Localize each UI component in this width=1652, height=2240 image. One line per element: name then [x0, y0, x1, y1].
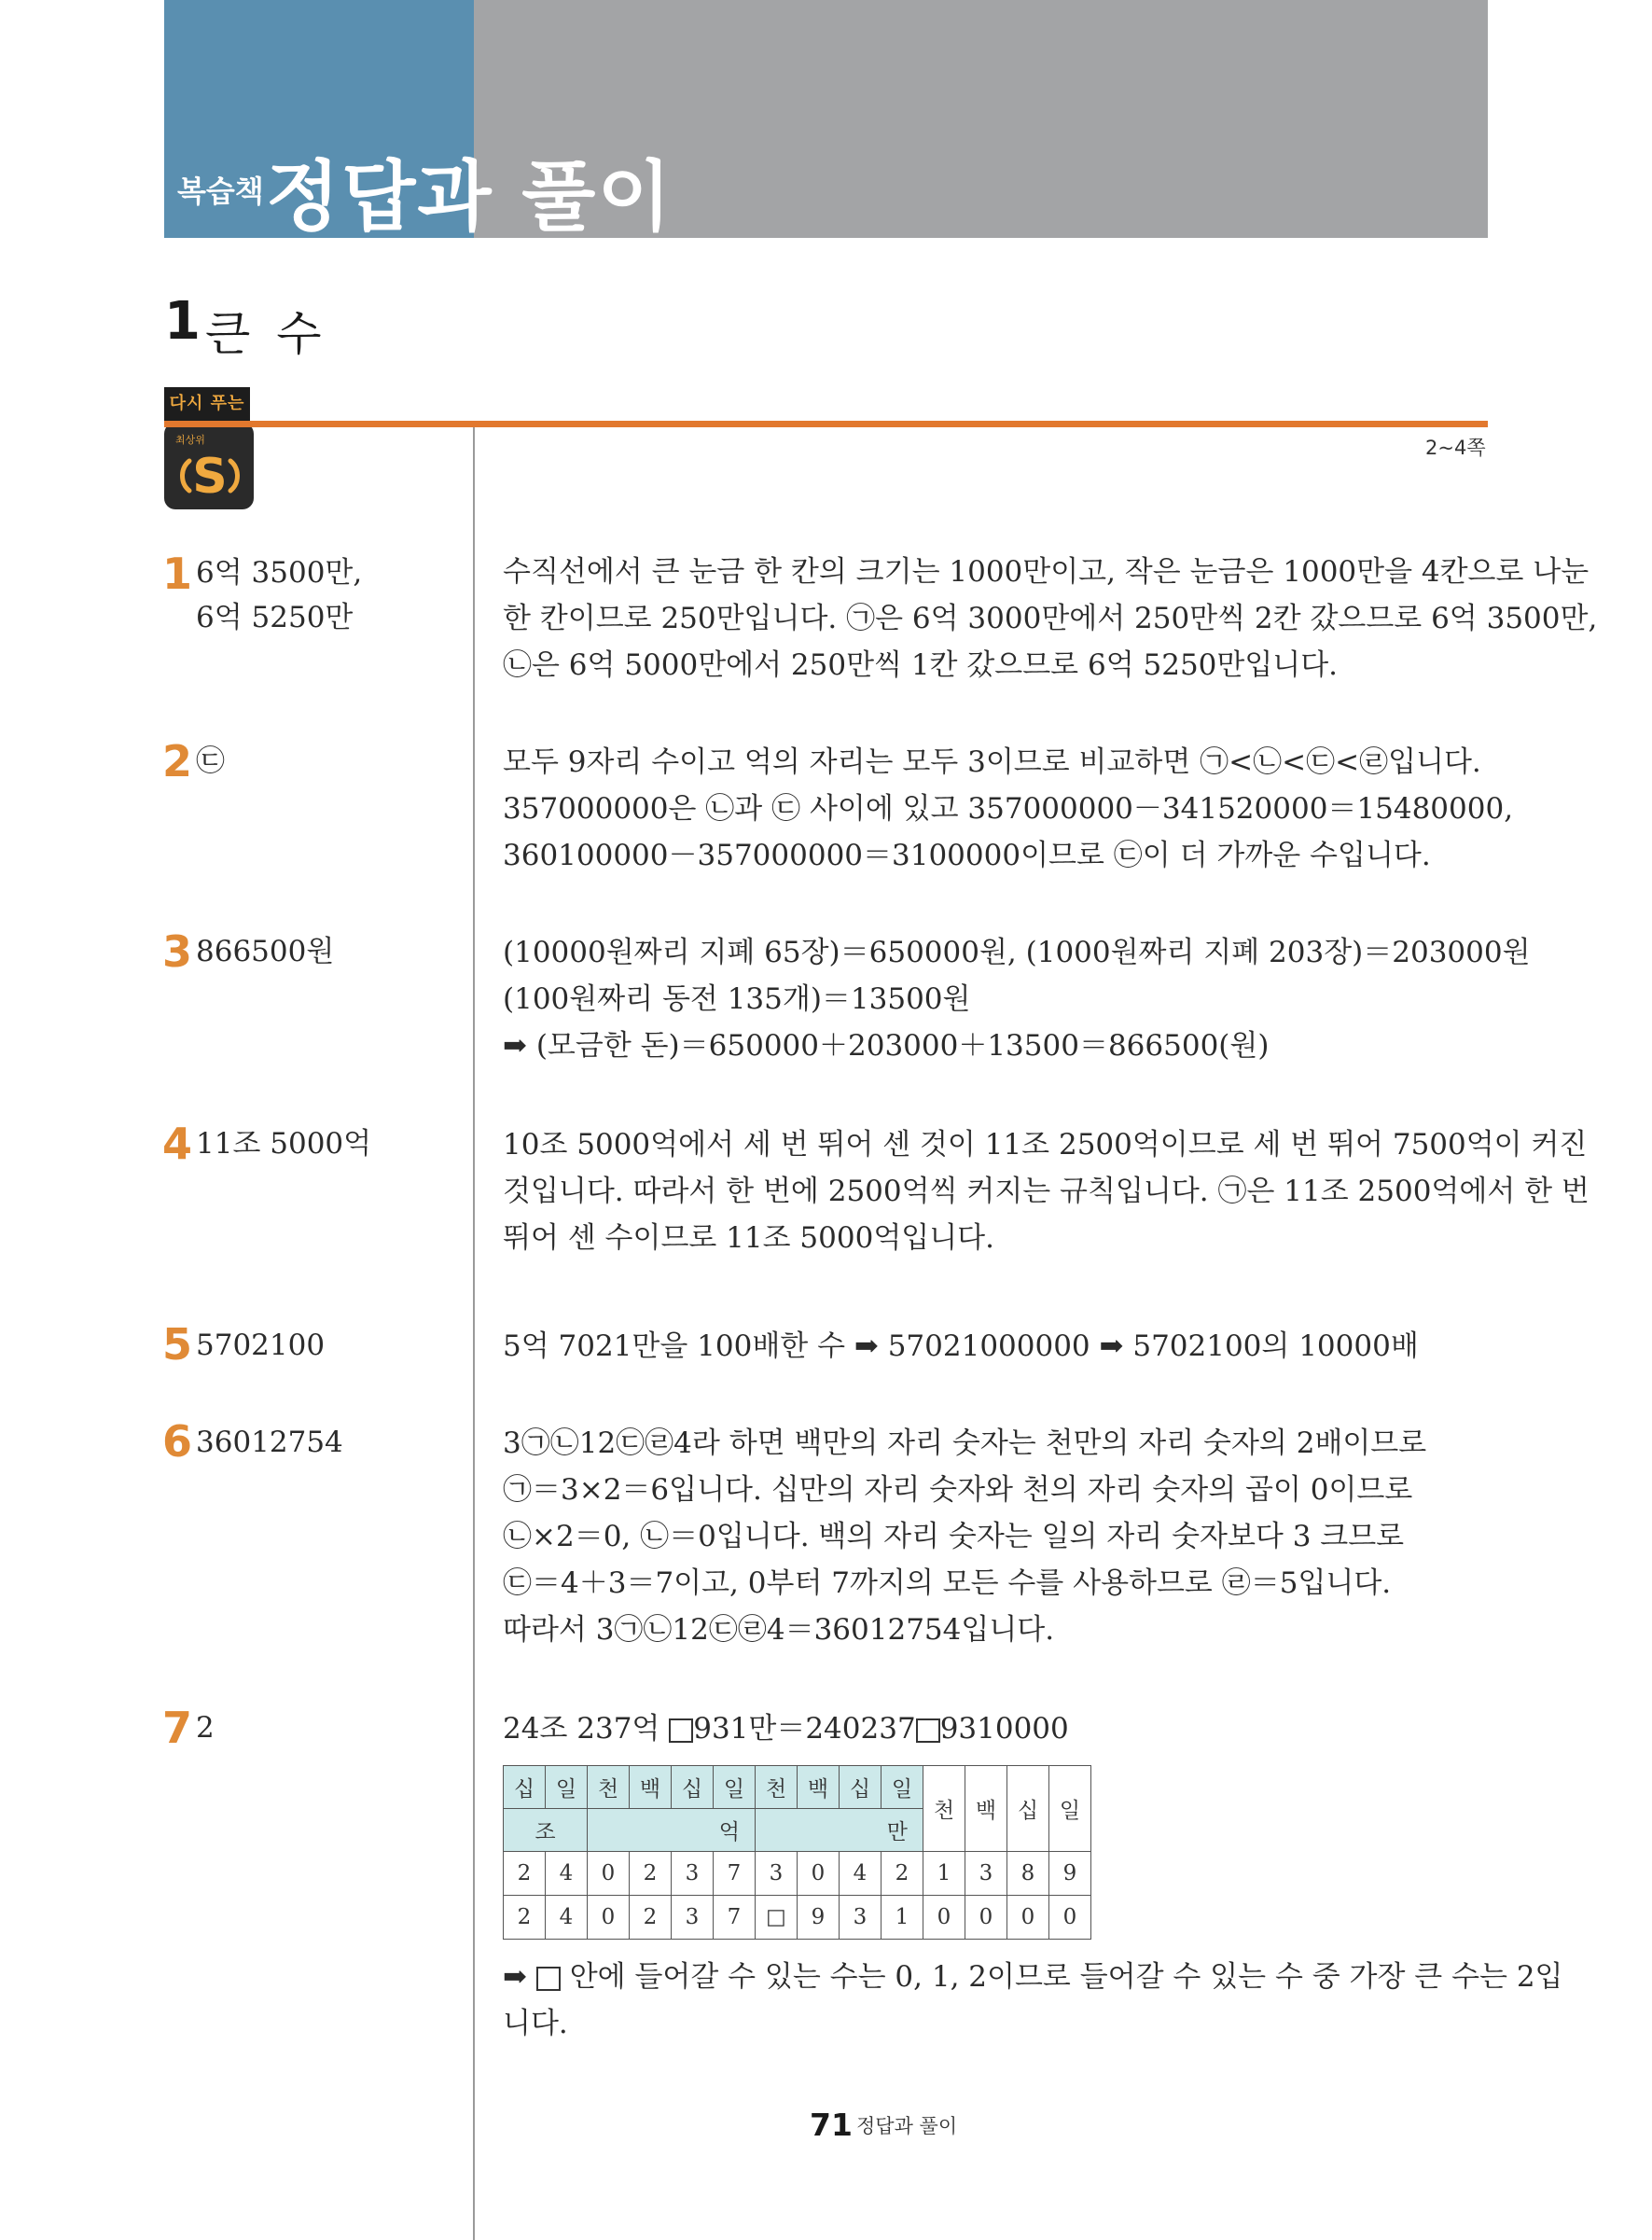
explanation-line: 357000000은 ㉡과 ㉢ 사이에 있고 357000000－341520000＝15480000,	[503, 792, 1514, 826]
page-number: 71	[810, 2107, 853, 2143]
item-number-2: 2	[162, 736, 193, 786]
item-number-4: 4	[162, 1119, 193, 1169]
explanation-line: 뛰어 센 수이므로 11조 5000억입니다.	[503, 1221, 994, 1255]
table-row	[504, 1852, 1091, 1896]
table-header-cell: 천	[923, 1766, 965, 1852]
table-header-cell: 일	[714, 1766, 756, 1809]
equation-line	[503, 1705, 1488, 1752]
table-header-cell: 일	[882, 1766, 923, 1809]
explanation-line: ㉡은 6억 5000만에서 250만씩 1칸 갔으므로 6억 5250만입니다.	[503, 648, 1339, 682]
explanation-line: 따라서 3㉠㉡12㉢㉣4＝36012754입니다.	[503, 1613, 1055, 1647]
item-number-3: 3	[162, 926, 193, 977]
explanation-line: (10000원짜리 지폐 65장)＝650000원, (1000원짜리 지폐 203장)＝203000원	[503, 936, 1531, 969]
table-cell: 2	[882, 1852, 923, 1896]
explanation-line: (100원짜리 동전 135개)＝13500원	[503, 982, 971, 1016]
explanation-line: 모두 9자리 수이고 억의 자리는 모두 3이므로 비교하면 ㉠<㉡<㉢<㉣입니다.	[503, 745, 1481, 779]
equation-part: 9310000	[939, 1712, 1069, 1746]
table-cell: 0	[588, 1852, 630, 1896]
table-cell: 2	[504, 1896, 546, 1940]
table-cell: 4	[840, 1852, 882, 1896]
column-divider	[473, 427, 475, 2240]
item-explanation-6	[503, 1420, 1488, 1653]
explanation-line: 360100000－357000000＝3100000이므로 ㉢이 더 가까운 수입니다.	[503, 839, 1431, 872]
item-conclusion-7	[503, 1954, 1563, 2047]
table-cell: □	[756, 1896, 798, 1940]
conclusion-text: 안에 들어갈 수 있는 수는 0, 1, 2이므로 들어갈 수 있는 수 중 가장 큰 수는 2입	[560, 1960, 1563, 1994]
table-cell: 7	[714, 1896, 756, 1940]
table-cell: 1	[882, 1896, 923, 1940]
table-cell: 7	[714, 1852, 756, 1896]
table-cell: 3	[965, 1852, 1007, 1896]
page-footer-label: 정답과 풀이	[856, 2115, 958, 2137]
item-answer-5: 5702100	[196, 1329, 326, 1362]
chapter-title: 큰 수	[205, 307, 327, 361]
equation-part: 24조 237억	[503, 1712, 670, 1746]
badge-label: 다시 푸는	[164, 387, 250, 421]
item-explanation-3	[503, 929, 1531, 1069]
table-cell: 9	[798, 1896, 840, 1940]
item-answer-2: ㉢	[196, 744, 225, 778]
equation-part: 931만＝240237	[693, 1712, 916, 1746]
table-cell: 4	[546, 1896, 588, 1940]
item-number-7: 7	[162, 1703, 193, 1753]
header-subtitle: 복습책	[177, 174, 264, 209]
table-group-cell: 조	[504, 1809, 588, 1852]
explanation-line: 10조 5000억에서 세 번 뛰어 센 것이 11조 2500억이므로 세 번 뛰어 7500억이 커진	[503, 1128, 1588, 1162]
table-header-cell: 백	[630, 1766, 672, 1809]
table-cell: 0	[588, 1896, 630, 1940]
explanation-line: ㉠＝3×2＝6입니다. 십만의 자리 숫자와 천의 자리 숫자의 곱이 0이므로	[503, 1473, 1413, 1507]
explanation-line: ➡ (모금한 돈)＝650000＋203000＋13500＝866500(원)	[503, 1029, 1270, 1063]
table-cell: 2	[630, 1852, 672, 1896]
item-number-5: 5	[162, 1319, 193, 1370]
item-explanation-4	[503, 1121, 1590, 1261]
blank-box-icon	[536, 1967, 561, 1991]
table-header-cell: 십	[1007, 1766, 1049, 1852]
table-header-cell: 백	[798, 1766, 840, 1809]
table-cell: 8	[1007, 1852, 1049, 1896]
badge-mini-text: 최상위	[175, 434, 205, 446]
explanation-line: ㉢＝4＋3＝7이고, 0부터 7까지의 모든 수를 사용하므로 ㉣＝5입니다.	[503, 1566, 1392, 1600]
item-explanation-1	[503, 549, 1598, 689]
header-title: 정답과 풀이	[266, 153, 673, 238]
table-header-row	[504, 1766, 1091, 1809]
table-header-cell: 일	[546, 1766, 588, 1809]
table-header-cell: 십	[504, 1766, 546, 1809]
conclusion-line	[503, 1954, 1563, 2000]
conclusion-line: 니다.	[503, 2007, 568, 2040]
table-cell: 0	[1007, 1896, 1049, 1940]
explanation-line: 한 칸이므로 250만입니다. ㉠은 6억 3000만에서 250만씩 2칸 갔으므로 6억 3500만,	[503, 602, 1598, 635]
chapter-number: 1	[164, 291, 201, 352]
table-cell: 2	[504, 1852, 546, 1896]
explanation-line: 5억 7021만을 100배한 수 ➡ 57021000000 ➡ 5702100의 10000배	[503, 1329, 1419, 1363]
blank-box-icon	[916, 1718, 940, 1743]
table-row	[504, 1896, 1091, 1940]
item-answer-4: 11조 5000억	[196, 1127, 372, 1161]
table-cell: 4	[546, 1852, 588, 1896]
table-cell: 0	[798, 1852, 840, 1896]
section-rule	[164, 421, 1488, 427]
table-cell: 0	[1049, 1896, 1091, 1940]
table-cell: 3	[756, 1852, 798, 1896]
explanation-line: 것입니다. 따라서 한 번에 2500억씩 커지는 규칙입니다. ㉠은 11조 2500억에서 한 번	[503, 1175, 1590, 1208]
badge-letter: S	[192, 449, 228, 505]
table-cell: 0	[923, 1896, 965, 1940]
item-explanation-2	[503, 739, 1514, 879]
table-header-cell: 십	[672, 1766, 714, 1809]
table-header-cell: 십	[840, 1766, 882, 1809]
table-cell: 2	[630, 1896, 672, 1940]
table-cell: 1	[923, 1852, 965, 1896]
table-header-cell: 백	[965, 1766, 1007, 1852]
page-range: 2~4쪽	[1425, 437, 1486, 459]
table-cell: 9	[1049, 1852, 1091, 1896]
explanation-line: 3㉠㉡12㉢㉣4라 하면 백만의 자리 숫자는 천만의 자리 숫자의 2배이므로	[503, 1426, 1427, 1460]
explanation-line: 수직선에서 큰 눈금 한 칸의 크기는 1000만이고, 작은 눈금은 1000만을 4칸으로 나눈	[503, 555, 1590, 589]
explanation-line: ㉡×2＝0, ㉡＝0입니다. 백의 자리 숫자는 일의 자리 숫자보다 3 크므로	[503, 1520, 1405, 1553]
table-group-cell: 억	[588, 1809, 756, 1852]
place-value-table	[503, 1765, 1091, 1940]
s-logo-icon	[176, 440, 243, 509]
arrow-icon: ➡	[503, 1960, 536, 1994]
item-number-1: 1	[162, 549, 193, 599]
table-group-cell: 만	[756, 1809, 923, 1852]
table-header-cell: 일	[1049, 1766, 1091, 1852]
item-answer-3: 866500원	[196, 935, 335, 968]
item-answer-7: 2	[196, 1711, 215, 1745]
table-cell: 0	[965, 1896, 1007, 1940]
table-cell: 3	[672, 1896, 714, 1940]
table-header-cell: 천	[588, 1766, 630, 1809]
blank-box-icon	[669, 1718, 693, 1743]
table-cell: 3	[672, 1852, 714, 1896]
item-number-6: 6	[162, 1416, 193, 1467]
item-answer-1: 6억 3500만, 6억 5250만	[196, 556, 363, 634]
item-answer-6: 36012754	[196, 1426, 343, 1459]
item-explanation-5	[503, 1323, 1488, 1370]
item-equation-7	[503, 1705, 1488, 1752]
table-cell: 3	[840, 1896, 882, 1940]
table-header-cell: 천	[756, 1766, 798, 1809]
